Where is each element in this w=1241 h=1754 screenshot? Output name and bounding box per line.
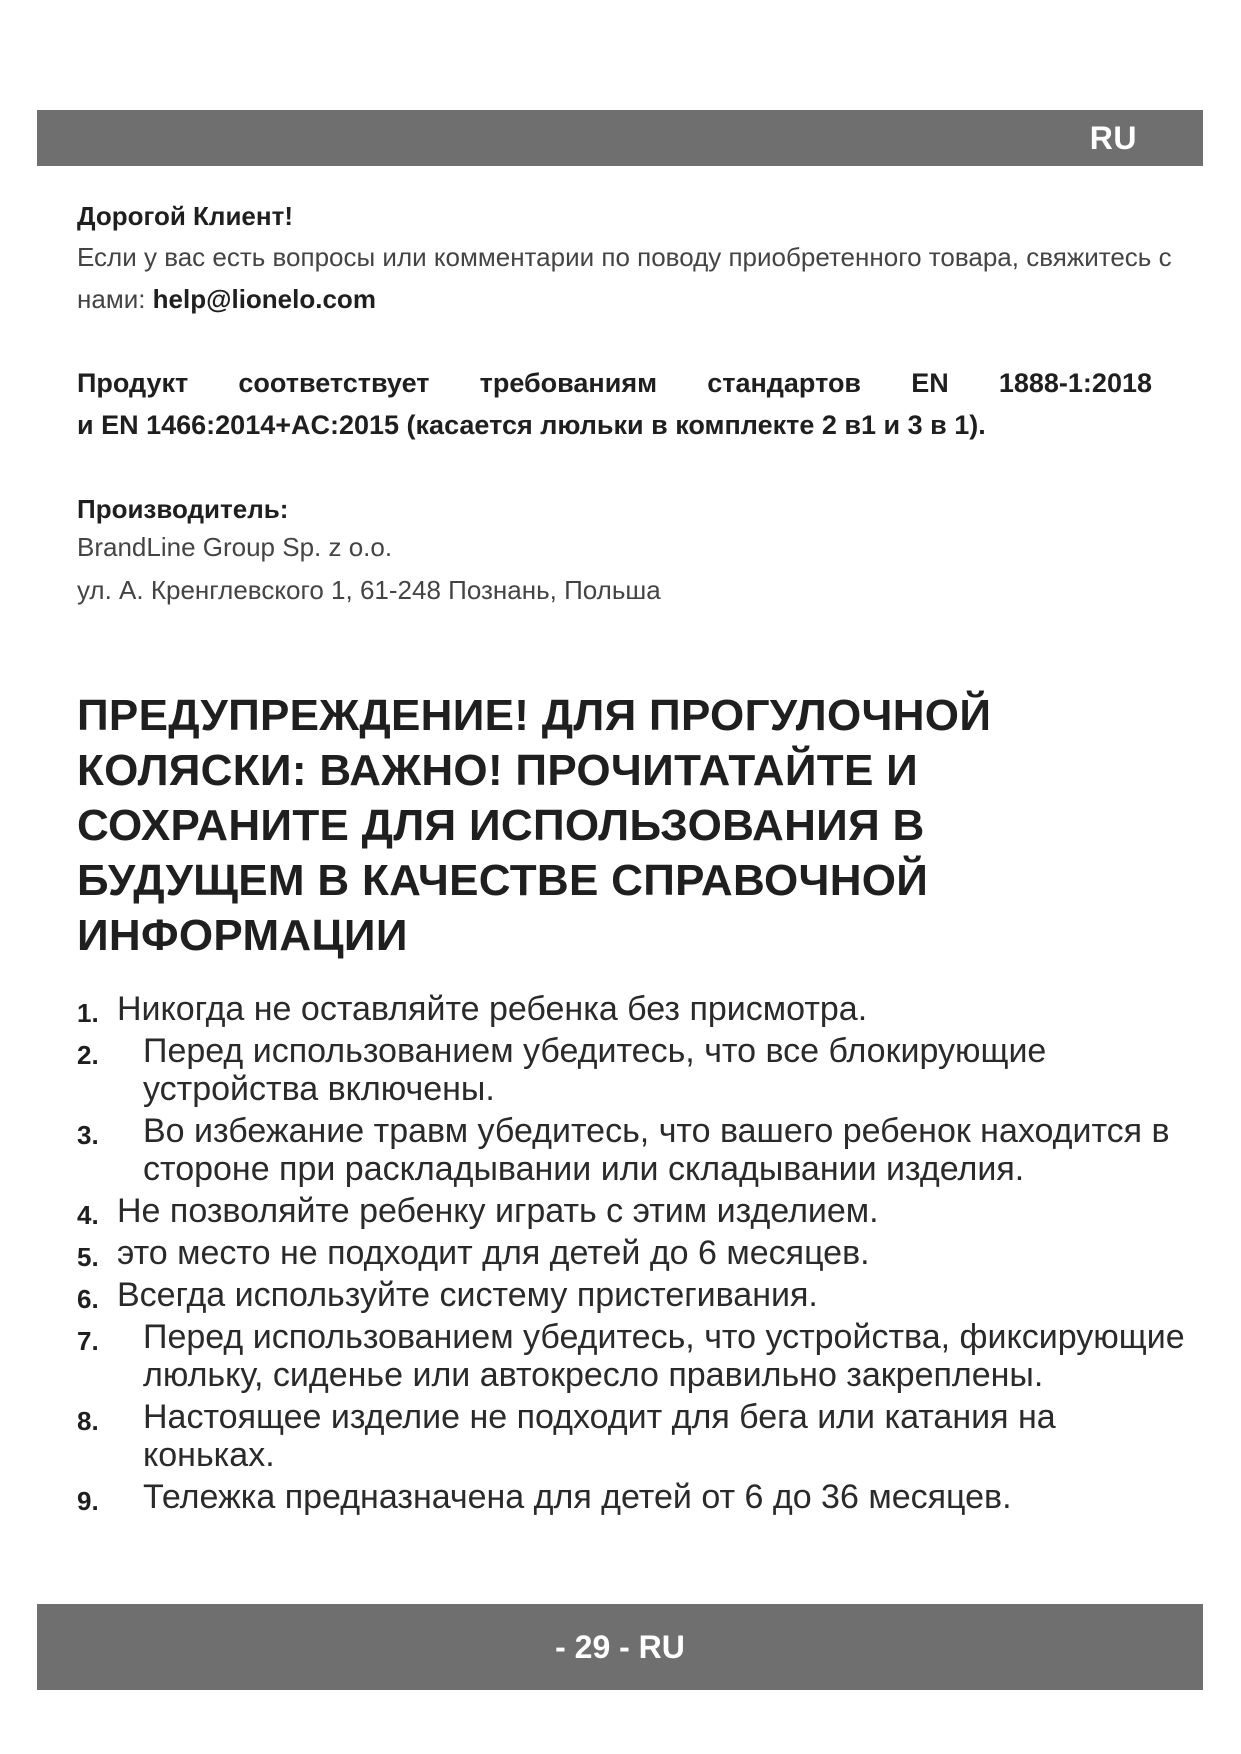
item-number: 1. <box>77 998 99 1028</box>
item-text: Настоящее изделие не подходит для бега или катания на коньках. <box>143 1398 1056 1474</box>
item-number: 8. <box>77 1406 99 1436</box>
footer-bar <box>37 1604 1203 1690</box>
warning-heading: ПРЕДУПРЕЖДЕНИЕ! ДЛЯ ПРОГУЛОЧНОЙ КОЛЯСКИ: ВАЖНО! ПРОЧИТАТАЙТЕ И СОХРАНИТЕ ДЛЯ ИСПОЛЬЗОВАНИЯ В БУДУЩЕМ В КАЧЕСТВЕ СПРАВОЧНОЙ ИНФОРМАЦИИ <box>77 691 992 960</box>
item-text: Во избежание травм убедитесь, что вашего ребенок находится в стороне при раскладывании или складывании изделия. <box>143 1112 1170 1188</box>
list-item <box>77 1276 1187 1314</box>
item-number: 3. <box>77 1120 99 1150</box>
item-number: 9. <box>77 1486 99 1516</box>
item-number: 7. <box>77 1326 99 1356</box>
list-item <box>77 990 1187 1028</box>
standards-statement <box>77 362 1152 446</box>
item-number: 4. <box>77 1200 99 1230</box>
standards-line-1: Продукт соответствует требованиям стандартов EN 1888-1:2018 <box>77 368 1152 398</box>
contact-sentence: Если у вас есть вопросы или комментарии по поводу приобретенного товара, свяжитесь с нами: <box>77 242 1172 314</box>
item-text: это место не подходит для детей до 6 месяцев. <box>117 1234 870 1272</box>
list-item <box>77 1192 1187 1230</box>
item-text: Тележка предназначена для детей от 6 до 36 месяцев. <box>143 1478 1012 1516</box>
header-bar <box>37 110 1203 166</box>
manufacturer-title: Производитель: <box>77 494 289 524</box>
list-item <box>77 1398 1187 1474</box>
list-item <box>77 1234 1187 1272</box>
item-text: Перед использованием убедитесь, что все блокирующие устройства включены. <box>143 1032 1047 1108</box>
item-text: Не позволяйте ребенку играть с этим изделием. <box>117 1192 879 1230</box>
intro-section <box>77 200 1177 612</box>
item-text: Всегда используйте систему пристегивания. <box>117 1276 818 1314</box>
support-email-link[interactable]: help@lionelo.com <box>152 284 376 314</box>
manufacturer-address: ул. А. Кренглевского 1, 61-248 Познань, Польша <box>77 575 661 605</box>
manufacturer-company: BrandLine Group Sp. z o.o. <box>77 532 393 562</box>
list-item <box>77 1478 1187 1516</box>
item-number: 2. <box>77 1040 99 1070</box>
list-item <box>77 1032 1187 1108</box>
standards-line-2: и EN 1466:2014+AC:2015 (касается люльки в комплекте 2 в1 и 3 в 1). <box>77 410 986 440</box>
item-text: Никогда не оставляйте ребенка без присмотра. <box>117 990 868 1028</box>
contact-text <box>77 236 1177 320</box>
list-item <box>77 1318 1187 1394</box>
list-item <box>77 1112 1187 1188</box>
safety-rules-list <box>77 990 1187 1520</box>
item-text: Перед использованием убедитесь, что устройства, фиксирующие люльку, сиденье или автокресло правильно закреплены. <box>143 1318 1185 1394</box>
item-number: 5. <box>77 1242 99 1272</box>
item-number: 6. <box>77 1284 99 1314</box>
greeting-title: Дорогой Клиент! <box>77 201 293 231</box>
language-code: RU <box>1089 120 1137 156</box>
page-number: - 29 - RU <box>555 1629 685 1665</box>
